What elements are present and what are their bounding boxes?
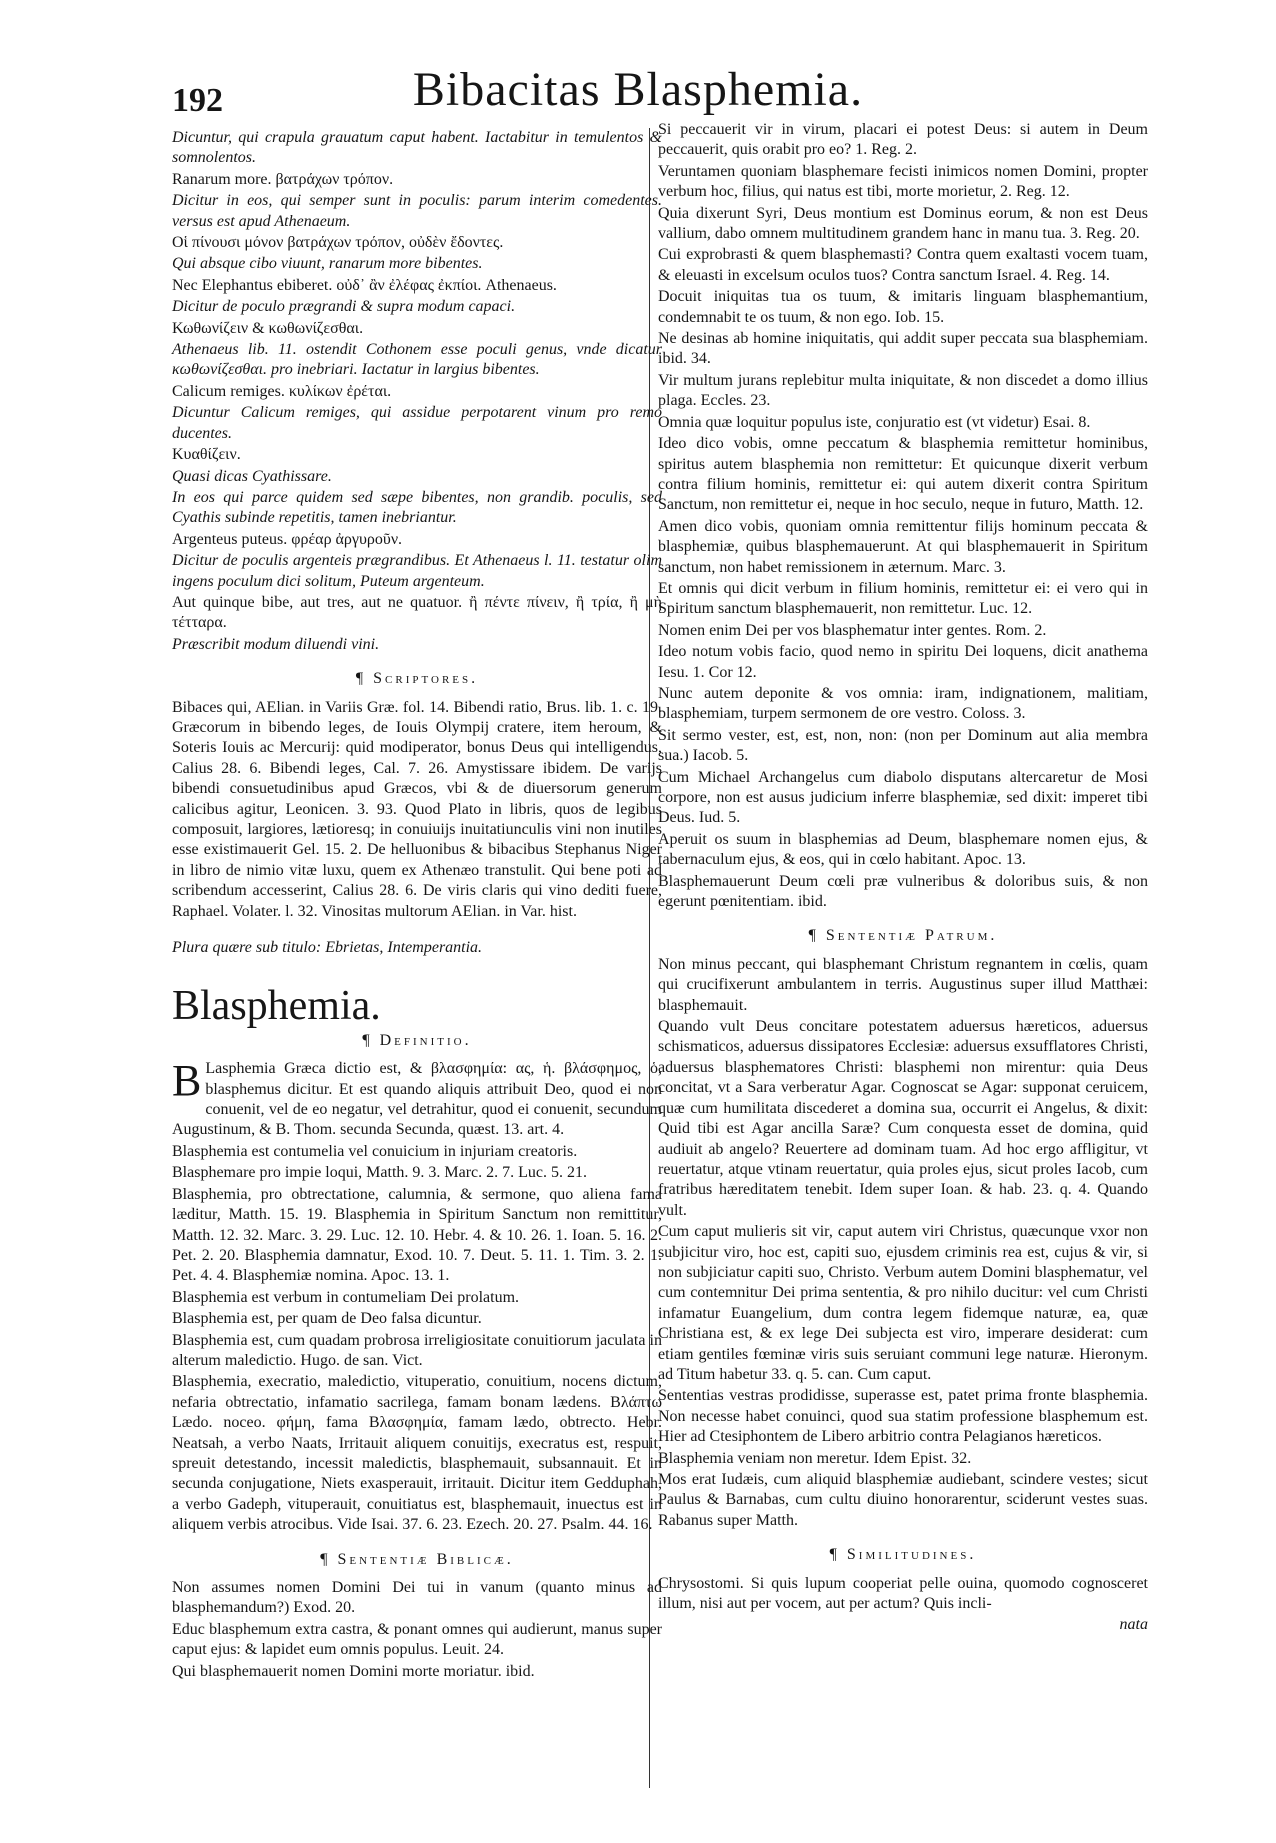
biblica-paragraph: Ideo notum vobis facio, quod nemo in spiritu Dei loquens, dicit anathema Iesu. 1. Cor 12. xyxy=(658,643,1148,681)
biblica-paragraph: Nomen enim Dei per vos blasphematur inter gentes. Rom. 2. xyxy=(658,621,1047,639)
biblica-paragraph: Cui exprobrasti & quem blasphemasti? Contra quem exaltasti vocem tuam, & eleuasti in excelsum oculos tuos? Contra sanctum Israel. 4. Reg. 14. xyxy=(658,246,1148,284)
bibacitas-entry: Præscribit modum diluendi vini. xyxy=(172,635,380,653)
biblica-paragraph: Quia dixerunt Syri, Deus montium est Dominus eorum, & non est Deus vallium, dabo omnem multitudinem grandem hanc in manu tua. 3. Reg. 20. xyxy=(658,204,1148,243)
definitio-paragraph: Blasphemia est verbum in contumeliam Dei prolatum. xyxy=(172,1288,520,1306)
bibacitas-entry: Οἱ πίνουσι μόνον βατράχων τρόπον, οὐδὲν ἔδοντες. xyxy=(172,234,504,252)
section-heading-scriptores: ¶ Scriptores. xyxy=(355,670,479,688)
bibacitas-entries xyxy=(172,128,662,655)
bibacitas-entry: Ranarum more. βατράχων τρόπον. xyxy=(172,170,394,188)
see-also-note: Plura quære sub titulo: Ebrietas, Intemperantia. xyxy=(172,939,483,957)
biblica-paragraph: Cum Michael Archangelus cum diabolo disputans altercaretur de Mosi corpore, non est ausus judicium inferre blasphemiæ, sed dixit: imperet tibi Deus. Iud. 5. xyxy=(658,768,1148,827)
definitio-paragraph: Blasphemia est, per quam de Deo falsa dicuntur. xyxy=(172,1310,482,1328)
bibacitas-entry: Dicuntur, qui crapula grauatum caput habent. Iactabitur in temulentos & somnolentos. xyxy=(172,129,662,167)
biblica-paragraph: Blasphemauerunt Deum cœli præ vulneribus & doloribus suis, & non egerunt pœnitentiam. ibid. xyxy=(658,872,1148,911)
bibacitas-entry: Qui absque cibo viuunt, ranarum more bibentes. xyxy=(172,255,483,273)
scriptores-paragraph: Bibaces qui, AElian. in Variis Græ. fol. 14. Bibendi ratio, Brus. lib. 1. c. 19. Græcorum in bibendo leges, de Iouis Olympij cratere, item heroum, & Soteris Iouis ac Mercurij: quid modiperator, bonus Deus qui intelligendus, Calius 28. 6. Bibendi leges, Cal. 7. 26. Amystissare ibidem. De varijs bibendi consuetudinibus apud Græcos, vbi & de diuersorum generum calicibus agitur, Leonicen. 3. 93. Quod Plato in libris, quos de legibus composuit, largiores, lætioresq; in conuiuijs inuitatiunculis vini non inutiles esse existimauerit Gel. 15. 2. De helluonibus & bibacibus Stephanus Niger in libro de nimio vitæ luxu, quem ex Athenæo transtulit. Qui bene poti ad scribendum accesserint, Calius 28. 6. De viris claris qui vino dediti fuere, Raphael. Volater. l. 32. Vinositas multorum AElian. in Var. hist. xyxy=(172,698,662,920)
page-number: 192 xyxy=(172,82,223,119)
patrum-paragraph: Mos erat Iudæis, cum aliquid blasphemiæ audiebant, scindere vestes; sicut Paulus & Barnabas, cum cultu diuino honorarentur, sciderunt vestes suas. Rabanus super Matth. xyxy=(658,1471,1148,1529)
biblica-paragraph: Sit sermo vester, est, est, non, non: (non per Dominum aut alia membra sua.) Iacob. 5. xyxy=(658,726,1148,765)
bibacitas-entry: Argenteus puteus. φρέαρ ἀργυροῦν. xyxy=(172,530,403,548)
right-column xyxy=(658,120,1148,1637)
patrum-paragraph: Quando vult Deus concitare potestatem aduersus hæreticos, aduersus schismaticos, aduersus dissipatores Ecclesiæ: aduersus exsufflatores Christi, aduersus blasphematores Christi: blasphemi non mirentur: quia Deus concitat, vt a Sara verberatur Agar. Cognoscat se Agar: supponat ceruicem, quæ cum humilitata discederet a domina sua, occurrit ei Angelus, & dixit: Quid tibi est Agar ancilla Saræ? Cum conquesta esset de domina, quid audiuit ab angelo? Reuertere ad dominam tuam. Ad hoc ergo affligitur, vt reuertatur, atque vtinam reuertatur, quia proles ejus, sicut proles Iacob, cum fratribus hæreditatem tenebit. Idem super Ioan. & hab. 23. q. 4. Quando vult. xyxy=(658,1018,1148,1219)
bibacitas-entry: Dicitur de poculis argenteis prægrandibus. Et Athenaeus l. 11. testatur olim ingens poculum dici solitum, Puteum argenteum. xyxy=(172,552,662,590)
biblica-paragraph: Ideo dico vobis, omne peccatum & blasphemia remittetur hominibus, spiritus autem blasphemia non remittetur: Et quicunque dixerit verbum contra filium hominis, remittetur ei: qui autem dixerit contra Spiritum Sanctum, non remittetur ei, neque in hoc seculo, neque in futuro, Matth. 12. xyxy=(658,435,1148,514)
biblica-paragraph: Aperuit os suum in blasphemias ad Deum, blasphemare nomen ejus, & tabernaculum ejus, & eos, qui in cœlo habitant. Apoc. 13. xyxy=(658,830,1148,869)
bibacitas-entry: Κυαθίζειν. xyxy=(172,446,241,464)
biblica-paragraph: Nunc autem deponite & vos omnia: iram, indignationem, malitiam, blasphemiam, turpem sermonem de ore vestro. Coloss. 3. xyxy=(658,684,1148,723)
biblica-paragraph: Si peccauerit vir in virum, placari ei potest Deus: si autem in Deum peccauerit, quis orabit pro eo? 1. Reg. 2. xyxy=(658,121,1148,159)
bibacitas-entry: Κωθωνίζειν & κωθωνίζεσθαι. xyxy=(172,319,364,337)
bibacitas-entry: Quasi dicas Cyathissare. xyxy=(172,467,332,485)
definitio-paragraph: Blasphemare pro impie loqui, Matth. 9. 3. Marc. 2. 7. Luc. 5. 21. xyxy=(172,1164,588,1182)
definitio-paragraph: Blasphemia, execratio, maledictio, vituperatio, conuitium, nocens dictum, nefaria obtrectatio, infamatio sacrilega, famam bonam lædens. Βλάπτω Lædo. noceo. φήμη, fama Βλασφημία, famam lædo, obtrecto. Hebr. Neatsah, a verbo Naats, Irritauit aliquem conuitijs, execratus est, respuit, spreuit detestando, incessit maledictis, blasphemauit, subsannauit. Et in secunda conjugatione, Niets exasperauit, irritauit. Dicitur item Gedduphah, a verbo Gadeph, vituperauit, conuitiatus est, blasphemauit, inuectus est in aliquem verbis atrocibus. Vide Isai. 37. 6. 23. Ezech. 20. 27. Psalm. 44. 16. xyxy=(172,1373,662,1534)
section-heading-biblicae: ¶ Sententiæ Biblicæ. xyxy=(320,1550,514,1568)
left-column xyxy=(172,128,662,1683)
bibacitas-entry: Dicitur in eos, qui semper sunt in poculis: parum interim comedentes. versus est apud Athenaeum. xyxy=(172,192,662,230)
biblica-paragraph: Non assumes nomen Domini Dei tui in vanum (quanto minus ad blasphemandum?) Exod. 20. xyxy=(172,1579,662,1617)
bibacitas-entry: Aut quinque bibe, aut tres, aut ne quatuor. ἢ πέντε πίνειν, ἢ τρία, ἢ μὴ τέτταρα. xyxy=(172,593,662,632)
biblica-paragraph: Omnia quæ loquitur populus iste, conjuratio est (vt videtur) Esai. 8. xyxy=(658,413,1091,431)
definitio-paragraph: Blasphemia, pro obtrectatione, calumnia, & sermone, quo aliena fama læditur, Matth. 15. 19. Blasphemia in Spiritum Sanctum non remittitur, Matth. 12. 32. Marc. 3. 29. Luc. 12. 10. Hebr. 4. & 10. 26. 1. Ioan. 5. 16. 2. Pet. 2. 20. Blasphemia damnatur, Exod. 10. 7. Deut. 5. 11. 1. Tim. 3. 2. 1. Pet. 4. 4. Blasphemiæ nomina. Apoc. 13. 1. xyxy=(172,1185,662,1285)
catchword: nata xyxy=(1119,1616,1148,1634)
bibacitas-entry: Dicitur de poculo prægrandi & supra modum capaci. xyxy=(172,298,516,316)
bibacitas-entry: In eos qui parce quidem sed sæpe bibentes, non grandib. poculis, sed Cyathis subinde repetitis, tamen inebriantur. xyxy=(172,488,662,527)
definitio-first-paragraph: B Lasphemia Græca dictio est, & βλασφημία: ας, ἡ. βλάσφημος, ὁ, blasphemus dicitur. Et est quando aliquis attribuit Deo, quod ei non conuenit, vel de eo negatur, vel detrahitur, quod ei conuenit, secundum Augustinum, & B. Thom. secunda Secunda, quæst. 13. art. 4. xyxy=(172,1056,662,1139)
biblica-paragraph: Docuit iniquitas tua os tuum, & imitaris linguam blasphemantium, condemnabit te os tuum, & non ego. Iob. 15. xyxy=(658,288,1148,326)
definitio-paragraph: Blasphemia est contumelia vel conuicium in injuriam creatoris. xyxy=(172,1142,578,1160)
patrum-paragraph: Non minus peccant, qui blasphemant Christum regnantem in cœlis, quam qui crucifixerunt ambulantem in terris. Augustinus super illud Matthæi: blasphemauit. xyxy=(658,955,1148,1014)
blasphemia-heading: Blasphemia. xyxy=(172,983,381,1030)
section-heading-definitio: ¶ Definitio. xyxy=(362,1031,472,1049)
patrum-paragraph: Cum caput mulieris sit vir, caput autem viri Christus, quæcunque vxor non subjicitur viro, hoc est, capiti suo, ejusdem criminis rea est, cujus & vir, si non subjiciatur capiti suo, Christo. Verbum autem Domini blasphematur, vel cum contemnitur Dei prima sententia, & pro nihilo ducitur: vel cum Christi infamatur Euangelium, dum contra legem fidemque naturæ, ea, quæ Christiana est, & ex lege Dei subjecta est viro, imperare desiderat: cum etiam gentiles fœminæ viris suis seruiant communi lege naturæ. Hieronym. ad Titum habetur 33. q. 5. can. Cum caput. xyxy=(658,1223,1148,1383)
biblicae-continued xyxy=(658,120,1148,912)
section-heading-patrum: ¶ Sententiæ Patrum. xyxy=(808,927,998,945)
bibacitas-entry: Dicuntur Calicum remiges, qui assidue perpotarent vinum pro remo ducentes. xyxy=(172,404,662,442)
bibacitas-entry: Calicum remiges. κυλίκων ἐρέται. xyxy=(172,382,392,400)
patrum-entries xyxy=(658,955,1148,1531)
patrum-paragraph: Blasphemia veniam non meretur. Idem Epist. 32. xyxy=(658,1449,972,1467)
biblica-paragraph: Ne desinas ab homine iniquitatis, qui addit super peccata sua blasphemiam. ibid. 34. xyxy=(658,330,1148,368)
biblica-paragraph: Amen dico vobis, quoniam omnia remittentur filijs hominum peccata & blasphemiæ, quibus blasphemauerunt. At qui blasphemauerit in Spiritum sanctum, non habet remissionem in æternum. Marc. 3. xyxy=(658,517,1148,576)
biblica-paragraph: Qui blasphemauerit nomen Domini morte moriatur. ibid. xyxy=(172,1662,535,1680)
patrum-paragraph: Sententias vestras prodidisse, superasse est, patet prima fronte blasphemia. Non necesse habet conuinci, quod sua statim professione blasphemum est. Hier ad Ctesiphontem de Libero arbitrio contra Pelagianos hæreticos. xyxy=(658,1387,1148,1446)
similitudines-paragraph: Chrysostomi. Si quis lupum cooperiat pelle ouina, quomodo cognosceret illum, nisi aut per vocem, aut per actum? Quis incli- xyxy=(658,1574,1148,1613)
biblica-paragraph: Et omnis qui dicit verbum in filium hominis, remittetur ei: ei vero qui in Spiritum sanctum blasphemauerit, non remittetur. Luc. 12. xyxy=(658,579,1148,618)
running-head: Bibacitas Blasphemia. xyxy=(412,63,864,116)
biblica-paragraph: Vir multum jurans replebitur multa iniquitate, & non discedet a domo illius plaga. Eccles. 23. xyxy=(658,371,1148,410)
bibacitas-entry: Athenaeus lib. 11. ostendit Cothonem esse poculi genus, vnde dicatur κωθωνίζεσθαι. pro inebriari. Iactatur in largius bibentes. xyxy=(172,341,662,379)
biblica-paragraph: Educ blasphemum extra castra, & ponant omnes qui audierunt, manus super caput ejus: & lapidet eum omnis populus. Leuit. 24. xyxy=(172,1620,662,1659)
drop-cap: B xyxy=(172,1056,202,1106)
bibacitas-entry: Nec Elephantus ebiberet. οὐδ᾽ ἂν ἐλέφας ἐκπίοι. Athenaeus. xyxy=(172,276,557,294)
biblica-paragraph: Veruntamen quoniam blasphemare fecisti inimicos nomen Domini, propter verbum hoc, filius, qui natus est tibi, morte morietur, 2. Reg. 12. xyxy=(658,162,1148,201)
definitio-paragraph: Blasphemia est, cum quadam probrosa irreligiositate conuitiorum jaculata in alterum maledictio. Hugo. de san. Vict. xyxy=(172,1331,662,1369)
section-heading-similitudines: ¶ Similitudines. xyxy=(829,1546,977,1564)
